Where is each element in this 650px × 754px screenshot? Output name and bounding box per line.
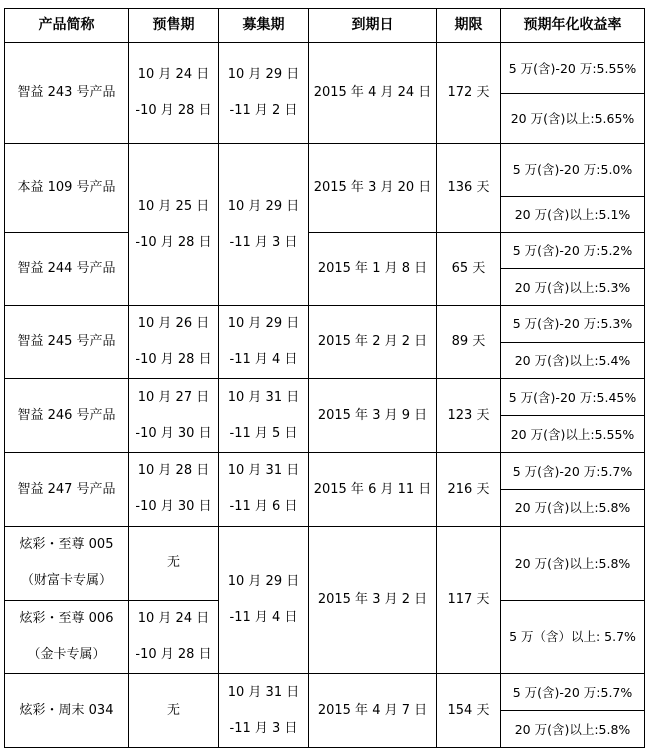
header-presale: 预售期 (129, 9, 219, 43)
maturity-date: 2015 年 1 月 8 日 (309, 233, 437, 306)
rate-tier: 5 万(含)-20 万:5.7% (501, 674, 645, 711)
rate-tier: 20 万(含)以上:5.4% (501, 342, 645, 379)
rate-tier: 5 万(含)-20 万:5.45% (501, 379, 645, 416)
maturity-date: 2015 年 3 月 2 日 (309, 526, 437, 673)
table-row (5, 233, 645, 269)
product-name: 智益 243 号产品 (5, 43, 129, 144)
header-term: 期限 (437, 9, 501, 43)
product-name: 智益 246 号产品 (5, 379, 129, 453)
header-rate: 预期年化收益率 (501, 9, 645, 43)
product-name: 炫彩・周末 034 (5, 674, 129, 748)
table-row (5, 674, 645, 711)
rate-tier: 20 万(含)以上:5.1% (501, 196, 645, 232)
maturity-date: 2015 年 3 月 9 日 (309, 379, 437, 453)
rate-tier: 5 万(含)-20 万:5.3% (501, 305, 645, 342)
rate-tier: 20 万(含)以上:5.55% (501, 416, 645, 453)
term: 172 天 (437, 43, 501, 144)
product-name: 炫彩・至尊 005 （财富卡专属） (5, 526, 129, 600)
product-name: 智益 244 号产品 (5, 233, 129, 306)
product-name: 炫彩・至尊 006 （金卡专属） (5, 600, 129, 674)
presale-period: 10 月 26 日 -10 月 28 日 (129, 305, 219, 379)
table-row (5, 526, 645, 600)
raise-period: 10 月 29 日 -11 月 4 日 (219, 305, 309, 379)
maturity-date: 2015 年 2 月 2 日 (309, 305, 437, 379)
term: 154 天 (437, 674, 501, 748)
presale-period: 10 月 28 日 -10 月 30 日 (129, 453, 219, 527)
raise-period: 10 月 31 日 -11 月 5 日 (219, 379, 309, 453)
table-row (5, 379, 645, 416)
product-name: 本益 109 号产品 (5, 144, 129, 233)
term: 136 天 (437, 144, 501, 233)
header-maturity: 到期日 (309, 9, 437, 43)
term: 123 天 (437, 379, 501, 453)
product-table (4, 8, 645, 748)
product-name: 智益 245 号产品 (5, 305, 129, 379)
presale-period: 10 月 25 日 -10 月 28 日 (129, 144, 219, 306)
header-raise: 募集期 (219, 9, 309, 43)
rate-tier: 20 万(含)以上:5.8% (501, 526, 645, 600)
rate-tier: 5 万(含)-20 万:5.2% (501, 233, 645, 269)
maturity-date: 2015 年 6 月 11 日 (309, 453, 437, 527)
raise-period: 10 月 31 日 -11 月 3 日 (219, 674, 309, 748)
table-row (5, 144, 645, 196)
rate-tier: 20 万(含)以上:5.3% (501, 269, 645, 305)
table-row (5, 453, 645, 490)
presale-period: 10 月 24 日 -10 月 28 日 (129, 43, 219, 144)
product-name: 智益 247 号产品 (5, 453, 129, 527)
rate-tier: 20 万(含)以上:5.8% (501, 711, 645, 748)
rate-tier: 20 万(含)以上:5.65% (501, 93, 645, 143)
term: 89 天 (437, 305, 501, 379)
term: 216 天 (437, 453, 501, 527)
presale-period: 无 (129, 526, 219, 600)
header-name: 产品简称 (5, 9, 129, 43)
table-row (5, 43, 645, 93)
presale-period: 无 (129, 674, 219, 748)
table-row (5, 305, 645, 342)
rate-tier: 20 万(含)以上:5.8% (501, 489, 645, 526)
rate-tier: 5 万(含)-20 万:5.55% (501, 43, 645, 93)
header-row (5, 9, 645, 43)
rate-tier: 5 万(含)-20 万:5.7% (501, 453, 645, 490)
raise-period: 10 月 29 日 -11 月 4 日 (219, 526, 309, 673)
raise-period: 10 月 29 日 -11 月 2 日 (219, 43, 309, 144)
maturity-date: 2015 年 3 月 20 日 (309, 144, 437, 233)
term: 65 天 (437, 233, 501, 306)
term: 117 天 (437, 526, 501, 673)
rate-tier: 5 万(含)-20 万:5.0% (501, 144, 645, 196)
presale-period: 10 月 24 日 -10 月 28 日 (129, 600, 219, 674)
presale-period: 10 月 27 日 -10 月 30 日 (129, 379, 219, 453)
raise-period: 10 月 31 日 -11 月 6 日 (219, 453, 309, 527)
maturity-date: 2015 年 4 月 24 日 (309, 43, 437, 144)
maturity-date: 2015 年 4 月 7 日 (309, 674, 437, 748)
rate-tier: 5 万（含）以上: 5.7% (501, 600, 645, 674)
raise-period: 10 月 29 日 -11 月 3 日 (219, 144, 309, 306)
